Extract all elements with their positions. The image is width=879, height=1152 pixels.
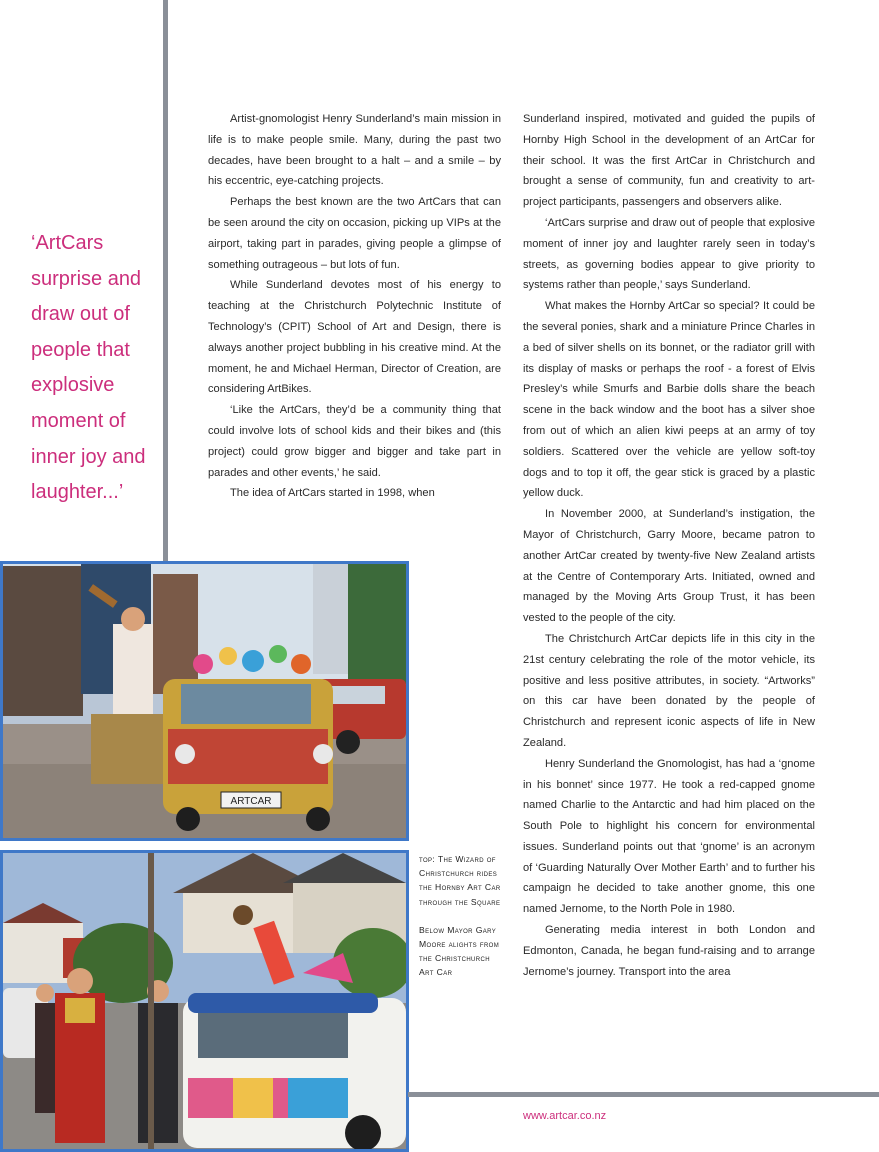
paragraph: ‘ArtCars surprise and draw out of people that explosive moment of inner joy and laughter rarely seen in today’s streets, as governing bodies appear to give priority to systems rather than people,’ says Sunderland. [523,216,815,292]
paragraph: What makes the Hornby ArtCar so special? It could be the several ponies, shark and a miniature Prince Charles in a bed of silver shells on its bonnet, or the radiator grill with its display of masks or perhaps the roof - a forest of Elvis Presley’s while Smurfs and Barbie dolls share the beach scene in the back window and the boot has a silver shoe from out of which an alien kiwi peeps at an army of toy soldiers. Scattered over the vehicle are yellow soft-toy dogs and to top it off, the gear stick is graced by a plastic yellow duck. [523,300,815,500]
paragraph: ‘Like the ArtCars, they’d be a community thing that could involve lots of school kids and their bikes and (this project) could grow bigger and bigger and take part in parades and other events,’ he said. [208,404,501,479]
caption-below: Below Mayor Gary Moore alights from the Christchurch Art Car [419,924,500,978]
paragraph: The Christchurch ArtCar depicts life in this city in the 21st century celebrating the role of the motor vehicle, its positive and less positive attributes, in society. “Artworks” on this car have been donated by the people of Christchurch and represent iconic aspects of life in New Zealand. [523,632,815,749]
paragraph: Generating media interest in both London and Edmonton, Canada, he began fund-raising and to arrange Jernome’s journey. Transport into the area [523,924,815,978]
paragraph: Sunderland inspired, motivated and guided the pupils of Hornby High School in the development of an ArtCar for their school. It was the first ArtCar in Christchurch and brought a sense of community, fun and creativity to art-project participants, passengers and observers alike. [523,113,815,209]
footer-url-link[interactable]: www.artcar.co.nz [523,1110,607,1122]
vertical-divider-rule [163,0,168,562]
article-column-1 [208,109,501,504]
photo-mayor-artcar [0,850,409,1152]
photo-wizard-artcar [0,561,409,841]
paragraph: While Sunderland devotes most of his energy to teaching at the Christchurch Polytechnic Institute of Technology’s (CPIT) School of Art and Design, there is always another project bubbling in his creative mind. At the moment, he and Michael Herman, Director of Creation, are considering ArtBikes. [208,279,501,396]
paragraph: The idea of ArtCars started in 1998, when [230,487,435,500]
pull-quote: ‘ArtCars surprise and draw out of people that explosive moment of inner joy and laughter...’ [31,232,146,504]
article-column-2 [523,109,815,982]
paragraph: Perhaps the best known are the two ArtCars that can be seen around the city on occasion, picking up VIPs at the airport, taking part in parades, giving people a glimpse of something outrageous – but lots of fun. [208,196,501,271]
license-plate-text: ARTCAR [230,796,272,807]
paragraph: In November 2000, at Sunderland’s instigation, the Mayor of Christchurch, Garry Moore, became patron to another ArtCar created by twenty-five New Zealand artists at the Centre of Contemporary Arts. Initiated, owned and managed by the Moving Arts Group Trust, it has been vested to the people of the city. [523,508,815,625]
bottom-divider-rule [408,1092,879,1097]
caption-top: top: The Wizard of Christchurch rides the Hornby Art Car through the Square [419,854,501,907]
paragraph: Henry Sunderland the Gnomologist, has had a ‘gnome in his bonnet’ since 1977. He took a red-capped gnome named Charlie to the Antarctic and had him placed on the South Pole to highlight his concern for environmental issues. Sunderland points out that ‘gnome’ is an acronym of ‘Guarding Naturally Over Mother Earth’ and to further his campaign he decided to take another gnome, this one named Jernome, to the North Pole in 1980. [523,757,815,916]
photo-caption [419,852,504,994]
paragraph: Artist-gnomologist Henry Sunderland’s main mission in life is to make people smile. Many, during the past two decades, have been brought to a halt – and a smile – by his eccentric, eye-catching projects. [208,113,501,188]
